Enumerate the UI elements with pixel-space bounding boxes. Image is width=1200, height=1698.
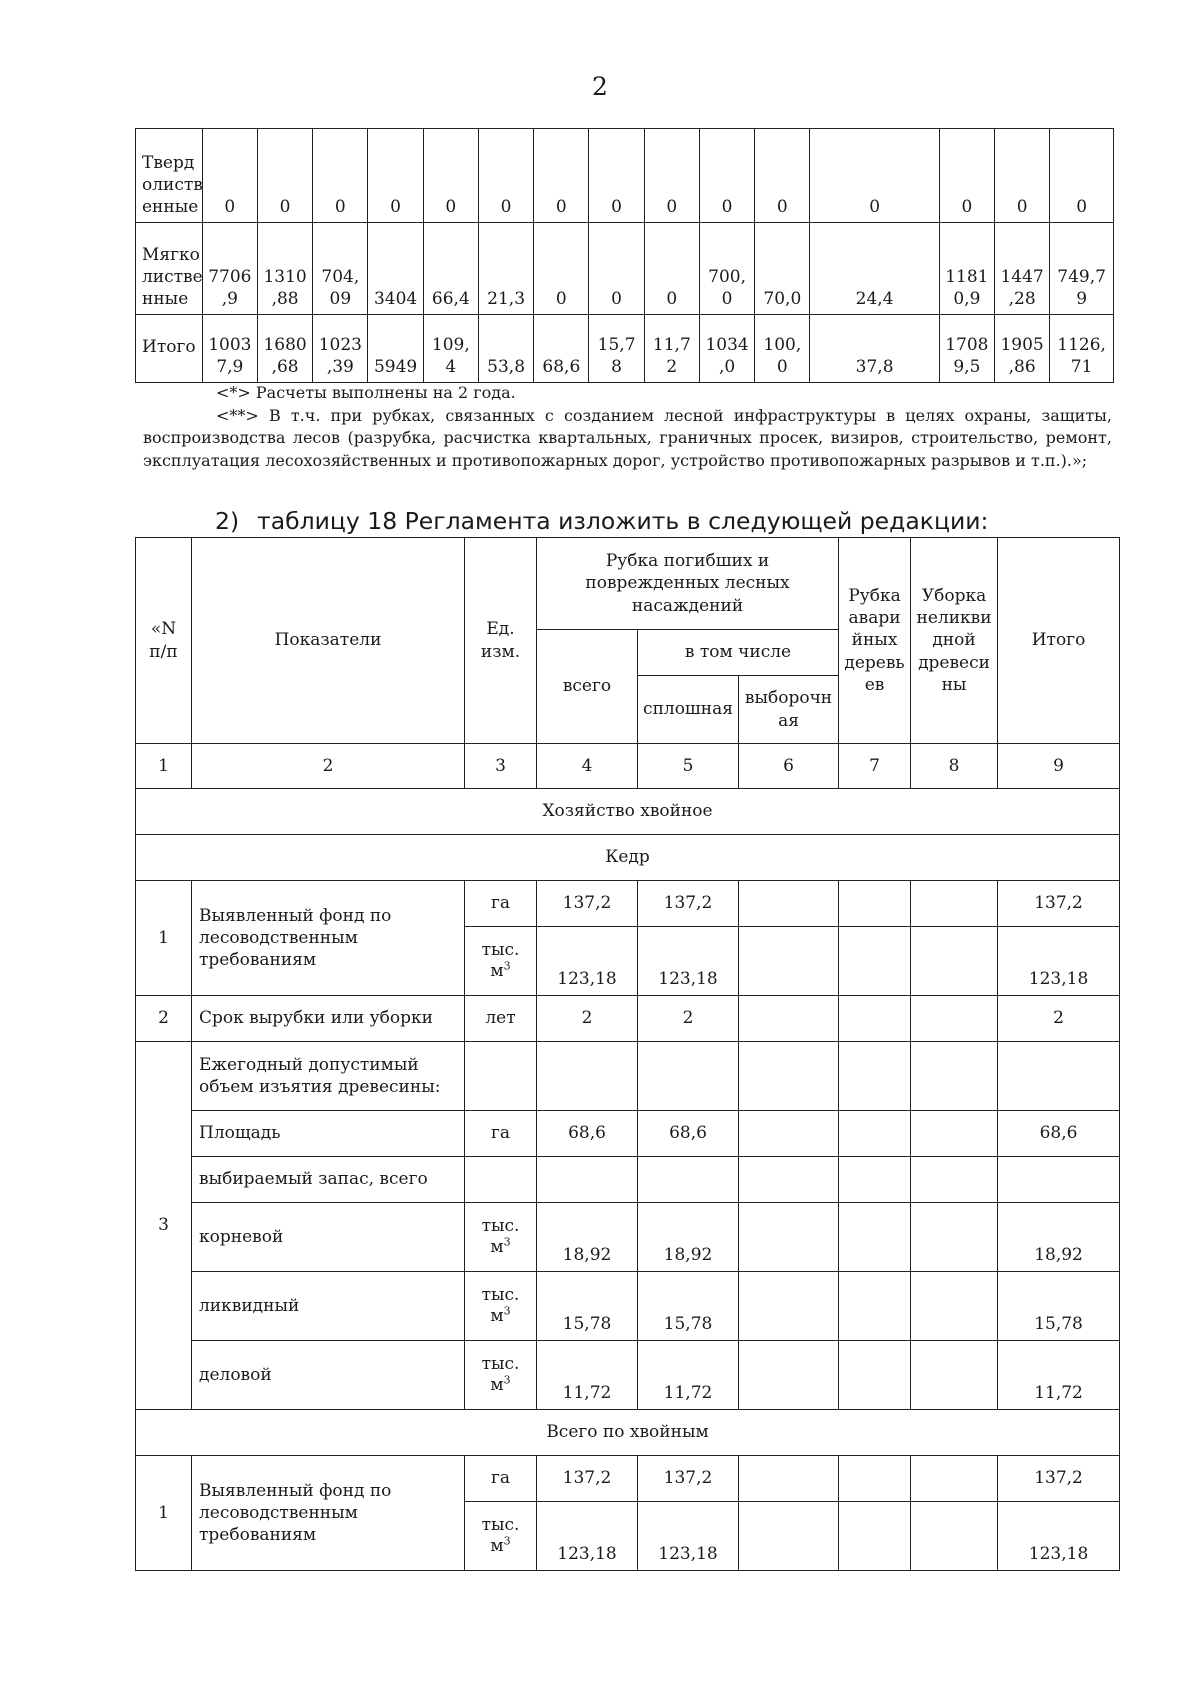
unit-cell (465, 1157, 537, 1203)
value-total: 137,2 (537, 881, 638, 927)
table-cell: 0 (644, 129, 699, 223)
value-clear (638, 1157, 739, 1203)
unit-sup: 3 (503, 1235, 511, 1249)
value-illiquid (911, 1341, 998, 1410)
value-hazard (839, 881, 911, 927)
table-cell: 24,4 (810, 223, 939, 315)
row-number: 2 (136, 996, 192, 1042)
value-total (537, 1042, 638, 1111)
table-row (136, 1341, 1120, 1410)
table-cell: 700, 0 (699, 223, 754, 315)
table-cell: 0 (589, 129, 644, 223)
header-itogo: Итого (998, 538, 1120, 744)
value-total: 68,6 (537, 1111, 638, 1157)
unit-cell: га (465, 1111, 537, 1157)
value-selective (739, 1341, 839, 1410)
table-row (136, 1456, 1120, 1502)
value-total: 15,78 (537, 1272, 638, 1341)
section-total-conifer: Всего по хвойным (136, 1410, 1120, 1456)
value-itogo: 123,18 (998, 927, 1120, 996)
value-illiquid (911, 927, 998, 996)
value-clear: 137,2 (638, 1456, 739, 1502)
value-illiquid (911, 1203, 998, 1272)
value-total: 2 (537, 996, 638, 1042)
column-number: 8 (911, 744, 998, 789)
unit-cell (465, 1341, 537, 1410)
row-label: Тверд олиств енные (136, 129, 203, 223)
value-selective (739, 1157, 839, 1203)
heading-text: таблицу 18 Регламента изложить в следующей редакции: (257, 507, 989, 535)
row-label: Выявленный фонд по лесоводственным требованиям (192, 1456, 465, 1571)
table-cell: 0 (534, 129, 589, 223)
table-cell: 11,7 2 (644, 315, 699, 383)
value-itogo: 68,6 (998, 1111, 1120, 1157)
value-total (537, 1157, 638, 1203)
table-cell: 5949 (368, 315, 423, 383)
unit-cell: лет (465, 996, 537, 1042)
header-row-1 (136, 538, 1120, 630)
value-itogo: 15,78 (998, 1272, 1120, 1341)
value-selective (739, 996, 839, 1042)
value-selective (739, 881, 839, 927)
table-cell: 0 (699, 129, 754, 223)
header-total: всего (537, 630, 638, 744)
value-clear: 137,2 (638, 881, 739, 927)
table-row (136, 223, 1114, 315)
value-hazard (839, 1502, 911, 1571)
header-unit: Ед. изм. (465, 538, 537, 744)
value-illiquid (911, 1111, 998, 1157)
subsection-row-kedr (136, 835, 1120, 881)
value-clear: 123,18 (638, 1502, 739, 1571)
unit-sup: 3 (503, 1373, 511, 1387)
value-illiquid (911, 1502, 998, 1571)
table-cell: 1003 7,9 (202, 315, 257, 383)
value-itogo: 137,2 (998, 881, 1120, 927)
header-indicators: Показатели (192, 538, 465, 744)
value-clear: 123,18 (638, 927, 739, 996)
unit-sup: 3 (503, 1304, 511, 1318)
value-selective (739, 1111, 839, 1157)
table-row (136, 129, 1114, 223)
unit-cell: га (465, 881, 537, 927)
footnote-2: <**> В т.ч. при рубках, связанных с созданием лесной инфраструктуры в целях охраны, защиты, воспроизводства лесов (разрубка, расчистка квартальных, граничных просек, визиров, строительство, ремонт, эксплуатация лесохозяйственных и противопожарных дорог, устройство противопожарных разрывов и т.п.).»; (143, 405, 1112, 471)
header-hazard-trees: Рубка авари йных деревь ев (839, 538, 911, 744)
value-hazard (839, 1111, 911, 1157)
value-total: 123,18 (537, 1502, 638, 1571)
table-row (136, 1272, 1120, 1341)
unit-text: тыс. м (481, 939, 520, 981)
value-itogo (998, 1157, 1120, 1203)
value-clear (638, 1042, 739, 1111)
value-hazard (839, 1341, 911, 1410)
table-cell: 0 (755, 129, 810, 223)
value-illiquid (911, 1157, 998, 1203)
value-illiquid (911, 996, 998, 1042)
value-clear: 68,6 (638, 1111, 739, 1157)
value-itogo: 2 (998, 996, 1120, 1042)
table-cell: 0 (939, 129, 994, 223)
unit-text: тыс. м (481, 1514, 520, 1556)
value-selective (739, 1456, 839, 1502)
value-hazard (839, 1042, 911, 1111)
page-number: 2 (592, 72, 608, 101)
unit-cell: га (465, 1456, 537, 1502)
table-cell: 0 (995, 129, 1050, 223)
footnote-1: <*> Расчеты выполнены на 2 года. (216, 383, 516, 402)
table-cell: 1680 ,68 (257, 315, 312, 383)
unit-cell (465, 1502, 537, 1571)
table-cell: 1126, 71 (1050, 315, 1114, 383)
row-label: Выявленный фонд по лесоводственным требованиям (192, 881, 465, 996)
table-cell: 66,4 (423, 223, 478, 315)
table-cell: 1023 ,39 (313, 315, 368, 383)
table-cell: 37,8 (810, 315, 939, 383)
header-felling-group: Рубка погибших и поврежденных лесных насаждений (537, 538, 839, 630)
row-label: корневой (192, 1203, 465, 1272)
row-label: Ежегодный допустимый объем изъятия древесины: (192, 1042, 465, 1111)
table-cell: 0 (478, 129, 533, 223)
header-num: «N п/п (136, 538, 192, 744)
regulation-table-18 (135, 537, 1120, 1571)
unit-cell (465, 1042, 537, 1111)
value-selective (739, 1272, 839, 1341)
table-cell: 53,8 (478, 315, 533, 383)
row-label: выбираемый запас, всего (192, 1157, 465, 1203)
header-selective: выборочн ая (739, 676, 839, 744)
column-number: 9 (998, 744, 1120, 789)
value-selective (739, 1042, 839, 1111)
table-cell: 704, 09 (313, 223, 368, 315)
heading-number: 2) (215, 507, 240, 535)
column-number: 7 (839, 744, 911, 789)
table-cell: 0 (810, 129, 939, 223)
table-cell: 0 (313, 129, 368, 223)
value-hazard (839, 927, 911, 996)
column-number-row (136, 744, 1120, 789)
table-cell: 1034 ,0 (699, 315, 754, 383)
header-clear: сплошная (638, 676, 739, 744)
value-hazard (839, 1456, 911, 1502)
row-number: 1 (136, 881, 192, 996)
value-total: 123,18 (537, 927, 638, 996)
row-label: Срок вырубки или уборки (192, 996, 465, 1042)
column-number: 6 (739, 744, 839, 789)
table-cell: 68,6 (534, 315, 589, 383)
value-total: 137,2 (537, 1456, 638, 1502)
value-hazard (839, 1272, 911, 1341)
column-number: 3 (465, 744, 537, 789)
row-number: 1 (136, 1456, 192, 1571)
unit-cell (465, 1272, 537, 1341)
harvest-volume-table-continued (135, 128, 1114, 383)
section-conifer: Хозяйство хвойное (136, 789, 1120, 835)
row-label: ликвидный (192, 1272, 465, 1341)
value-selective (739, 927, 839, 996)
unit-sup: 3 (503, 959, 511, 973)
value-hazard (839, 1203, 911, 1272)
table-row (136, 315, 1114, 383)
unit-text: тыс. м (481, 1215, 520, 1257)
value-selective (739, 1203, 839, 1272)
table-row (136, 1203, 1120, 1272)
value-selective (739, 1502, 839, 1571)
row-number: 3 (136, 1042, 192, 1410)
table-cell: 0 (423, 129, 478, 223)
table-cell: 0 (534, 223, 589, 315)
subsection-kedr: Кедр (136, 835, 1120, 881)
table-cell: 100, 0 (755, 315, 810, 383)
value-itogo: 123,18 (998, 1502, 1120, 1571)
unit-text: тыс. м (481, 1284, 520, 1326)
table-cell: 0 (202, 129, 257, 223)
value-itogo: 18,92 (998, 1203, 1120, 1272)
section-row-total-conifer (136, 1410, 1120, 1456)
section-row-conifer (136, 789, 1120, 835)
column-number: 4 (537, 744, 638, 789)
table-row (136, 996, 1120, 1042)
table-cell: 109, 4 (423, 315, 478, 383)
value-clear: 11,72 (638, 1341, 739, 1410)
section-heading (215, 507, 988, 535)
table-cell: 749,7 9 (1050, 223, 1114, 315)
table-cell: 1905 ,86 (995, 315, 1050, 383)
value-itogo: 11,72 (998, 1341, 1120, 1410)
value-illiquid (911, 1272, 998, 1341)
table-cell: 1310 ,88 (257, 223, 312, 315)
value-hazard (839, 1157, 911, 1203)
table-cell: 1447 ,28 (995, 223, 1050, 315)
table-cell: 15,7 8 (589, 315, 644, 383)
table-cell: 3404 (368, 223, 423, 315)
row-label: Итого (136, 315, 203, 383)
row-label: деловой (192, 1341, 465, 1410)
row-label: Площадь (192, 1111, 465, 1157)
table-cell: 1708 9,5 (939, 315, 994, 383)
table-cell: 0 (257, 129, 312, 223)
table-cell: 0 (589, 223, 644, 315)
value-illiquid (911, 1042, 998, 1111)
value-total: 18,92 (537, 1203, 638, 1272)
value-illiquid (911, 881, 998, 927)
value-clear: 15,78 (638, 1272, 739, 1341)
table-cell: 0 (368, 129, 423, 223)
table-row (136, 1042, 1120, 1111)
column-number: 5 (638, 744, 739, 789)
column-number: 2 (192, 744, 465, 789)
value-itogo (998, 1042, 1120, 1111)
unit-cell (465, 927, 537, 996)
header-incl: в том числе (638, 630, 839, 676)
table-cell: 21,3 (478, 223, 533, 315)
value-illiquid (911, 1456, 998, 1502)
value-hazard (839, 996, 911, 1042)
table-cell: 0 (1050, 129, 1114, 223)
row-label: Мягко листве нные (136, 223, 203, 315)
footnotes (143, 382, 1112, 473)
unit-text: тыс. м (481, 1353, 520, 1395)
header-illiquid-wood: Уборка неликви дной древеси ны (911, 538, 998, 744)
table-row (136, 1111, 1120, 1157)
table-cell: 7706 ,9 (202, 223, 257, 315)
value-total: 11,72 (537, 1341, 638, 1410)
value-clear: 2 (638, 996, 739, 1042)
value-itogo: 137,2 (998, 1456, 1120, 1502)
value-clear: 18,92 (638, 1203, 739, 1272)
table-cell: 70,0 (755, 223, 810, 315)
unit-sup: 3 (503, 1534, 511, 1548)
table-cell: 0 (644, 223, 699, 315)
table-cell: 1181 0,9 (939, 223, 994, 315)
unit-cell (465, 1203, 537, 1272)
column-number: 1 (136, 744, 192, 789)
table-row (136, 1157, 1120, 1203)
table-row (136, 881, 1120, 927)
